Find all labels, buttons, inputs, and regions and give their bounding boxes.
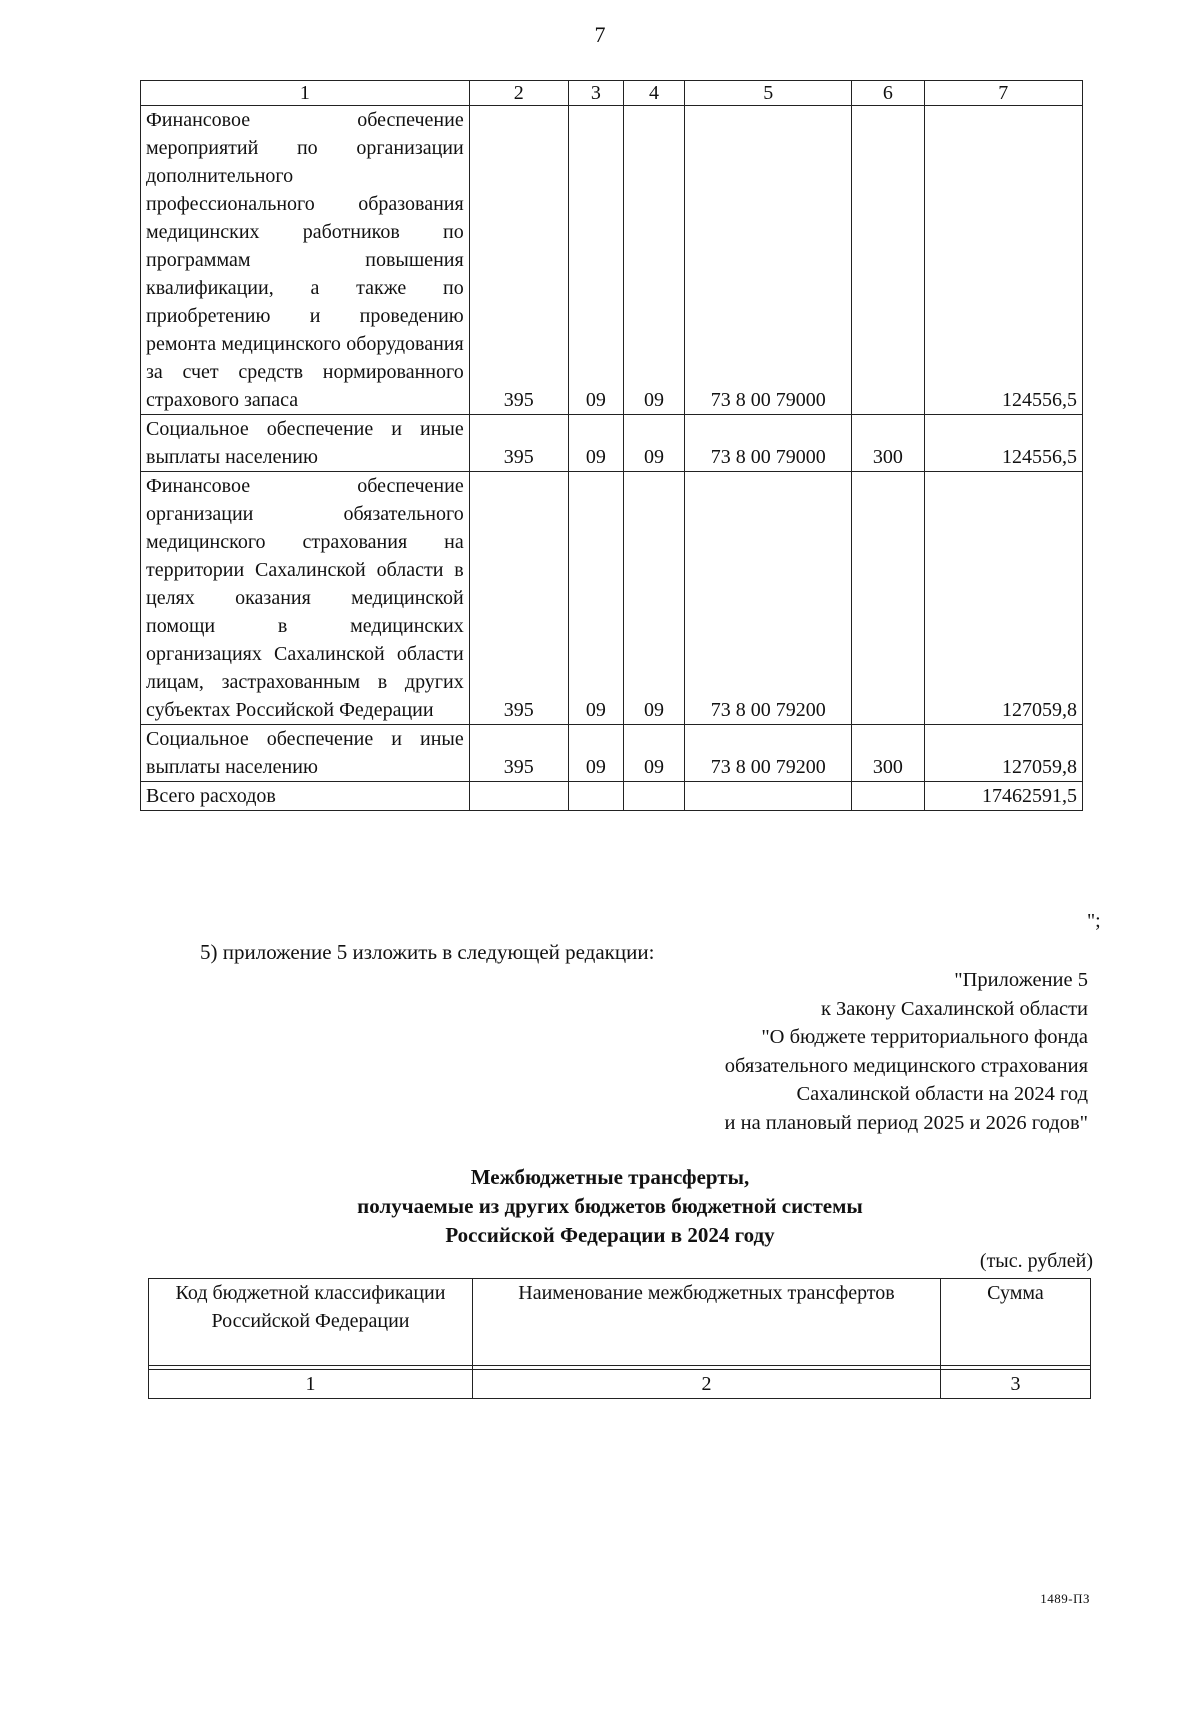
expense-type: 300 (852, 415, 924, 472)
appendix-header (488, 966, 1088, 1137)
expense-header-cell: 6 (852, 81, 924, 106)
expense-section: 09 (568, 415, 623, 472)
empty-cell (568, 782, 623, 811)
expense-amount: 124556,5 (924, 106, 1083, 415)
transfer-table (148, 1278, 1091, 1399)
transfer-header-cell: Наименование межбюджетных трансфертов (473, 1279, 941, 1366)
appendix-line: Сахалинской области на 2024 год (796, 1083, 1088, 1105)
expense-amount: 127059,8 (924, 472, 1083, 725)
expense-subsection: 09 (623, 415, 684, 472)
expense-target: 73 8 00 79000 (685, 415, 852, 472)
transfer-header-cell: Сумма (941, 1279, 1091, 1366)
appendix-line: обязательного медицинского страхования (724, 1054, 1088, 1077)
expense-amount: 124556,5 (924, 415, 1083, 472)
document-code: 1489-ПЗ (1040, 1591, 1090, 1606)
appendix-line: "О бюджете территориального фонда (761, 1026, 1088, 1048)
empty-cell (469, 782, 568, 811)
title-line: получаемые из других бюджетов бюджетной системы (357, 1194, 863, 1218)
appendix-line: и на плановый период 2025 и 2026 годов" (724, 1111, 1088, 1134)
closing-quote-mark: "; (1087, 910, 1101, 932)
expense-header-cell: 4 (623, 81, 684, 106)
transfer-number-row (149, 1370, 1091, 1399)
column-number: 3 (941, 1370, 1091, 1399)
expense-section: 09 (568, 472, 623, 725)
expense-name: Финансовое обеспечение организации обязательного медицинского страхования на территории Сахалинской области в целях оказания медицинской помощи в медицинских организациях Сахалинской области лицам, застрахованным в других субъектах Российской Федерации (141, 472, 470, 725)
expense-section: 09 (568, 106, 623, 415)
expense-code: 395 (469, 725, 568, 782)
title-line: Межбюджетные трансферты, (470, 1165, 750, 1189)
expense-subsection: 09 (623, 472, 684, 725)
table-row (141, 106, 1083, 415)
empty-cell (685, 782, 852, 811)
empty-cell (852, 782, 924, 811)
expense-amount: 127059,8 (924, 725, 1083, 782)
expense-code: 395 (469, 415, 568, 472)
total-row (141, 782, 1083, 811)
expense-name: Финансовое обеспечение мероприятий по организации дополнительного профессионального образования медицинских работников по программам повышения квалификации, а также по приобретению и проведению ремонта медицинского оборудования за счет средств нормированного страхового запаса (141, 106, 470, 415)
expense-header-cell: 1 (141, 81, 470, 106)
expense-header-cell: 7 (924, 81, 1083, 106)
expense-section: 09 (568, 725, 623, 782)
units-label: (тыс. рублей) (979, 1250, 1093, 1272)
section-title (240, 1163, 980, 1250)
total-label: Всего расходов (141, 782, 470, 811)
table-row (141, 472, 1083, 725)
expense-table (140, 80, 1083, 811)
expense-type (852, 106, 924, 415)
expense-header-cell: 5 (685, 81, 852, 106)
appendix-line: "Приложение 5 (954, 969, 1088, 991)
expense-name: Социальное обеспечение и иные выплаты населению (141, 415, 470, 472)
expense-type: 300 (852, 725, 924, 782)
column-number: 2 (473, 1370, 941, 1399)
expense-target: 73 8 00 79200 (685, 472, 852, 725)
amendment-instruction: 5) приложение 5 изложить в следующей редакции: (200, 940, 655, 964)
expense-code: 395 (469, 472, 568, 725)
expense-target: 73 8 00 79200 (685, 725, 852, 782)
empty-cell (623, 782, 684, 811)
appendix-line: к Закону Сахалинской области (820, 997, 1088, 1020)
expense-subsection: 09 (623, 725, 684, 782)
total-amount: 17462591,5 (924, 782, 1083, 811)
expense-header-cell: 3 (568, 81, 623, 106)
transfer-header-cell: Код бюджетной классификации Российской Федерации (149, 1279, 473, 1366)
expense-type (852, 472, 924, 725)
expense-subsection: 09 (623, 106, 684, 415)
column-number: 1 (149, 1370, 473, 1399)
table-row (141, 725, 1083, 782)
expense-table-header-row (141, 81, 1083, 106)
table-row (141, 415, 1083, 472)
title-line: Российской Федерации в 2024 году (445, 1223, 775, 1247)
expense-code: 395 (469, 106, 568, 415)
transfer-header-row (149, 1279, 1091, 1366)
expense-header-cell: 2 (469, 81, 568, 106)
page-number: 7 (594, 22, 606, 47)
expense-name: Социальное обеспечение и иные выплаты населению (141, 725, 470, 782)
expense-target: 73 8 00 79000 (685, 106, 852, 415)
